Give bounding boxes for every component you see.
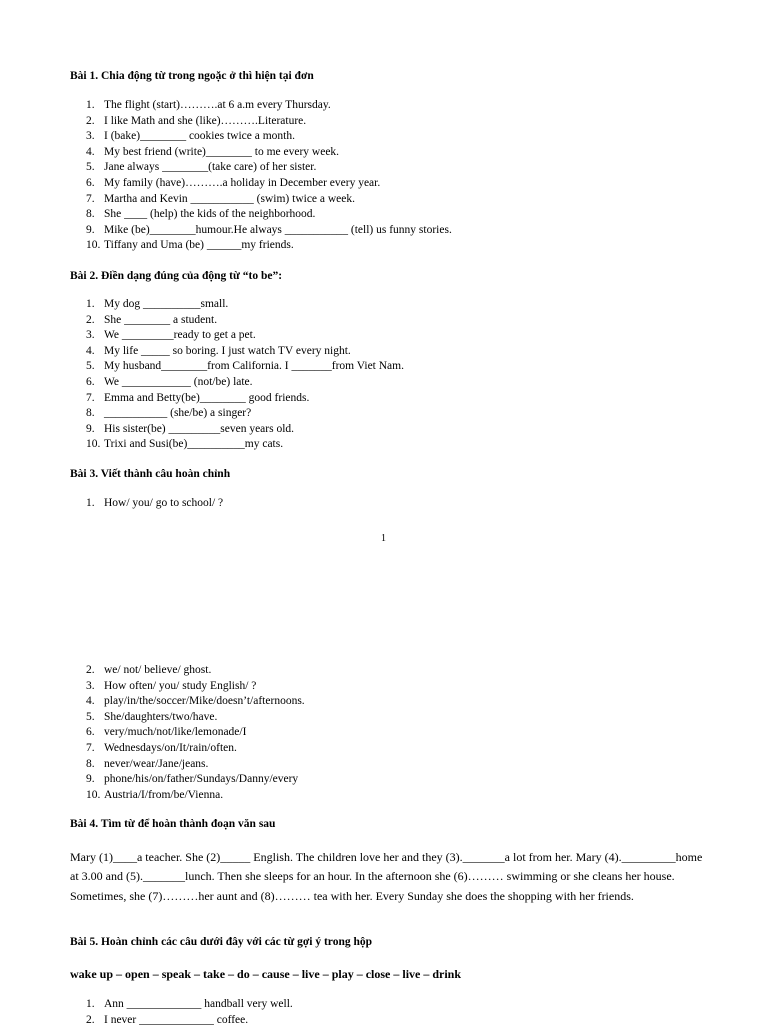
item-text: We ____________ (not/be) late. bbox=[104, 375, 253, 388]
exercise-2-heading: Bài 2. Điền dạng đúng của động từ “to be”: bbox=[70, 270, 283, 282]
item-number: 5. bbox=[86, 710, 95, 723]
exercise-4-paragraph: Mary (1)____a teacher. She (2)_____ English. The children love her and they (3)._______a lot from her. Mary (4)._________home at 3.00 and (5)._______lunch. Then she sleeps for an hour. In the afternoon she (6)……… swimming or she cleans her house. Sometimes, she (7)………her aunt and (8)……… tea with her. Every Sunday she does the shopping with her friends. bbox=[70, 850, 703, 903]
list-item bbox=[70, 757, 305, 773]
list-item bbox=[70, 406, 404, 422]
item-number: 6. bbox=[86, 375, 95, 388]
item-number: 7. bbox=[86, 741, 95, 754]
item-text: Austria/I/from/be/Vienna. bbox=[104, 788, 224, 801]
list-item bbox=[70, 1013, 293, 1028]
list-item bbox=[70, 710, 305, 726]
list-item bbox=[70, 297, 404, 313]
item-text: I like Math and she (like)……….Literature. bbox=[104, 114, 307, 127]
item-text: Emma and Betty(be)________ good friends. bbox=[104, 391, 310, 404]
list-item bbox=[70, 114, 452, 130]
list-item bbox=[70, 176, 452, 192]
item-number: 2. bbox=[86, 664, 95, 676]
item-text: My family (have)……….a holiday in December every year. bbox=[104, 176, 381, 189]
list-item bbox=[70, 788, 305, 804]
item-number: 1. bbox=[86, 298, 95, 310]
item-number: 8. bbox=[86, 757, 95, 770]
item-number: 8. bbox=[86, 208, 95, 221]
list-item bbox=[70, 129, 452, 145]
list-item bbox=[70, 997, 293, 1013]
word-box: wake up – open – speak – take – do – cause – live – play – close – live – drink bbox=[70, 967, 462, 981]
list-item bbox=[70, 223, 452, 239]
item-text: Jane always ________(take care) of her sister. bbox=[104, 161, 317, 174]
list-item bbox=[70, 694, 305, 710]
item-text: We _________ready to get a pet. bbox=[104, 329, 256, 342]
item-text: we/ not/ believe/ ghost. bbox=[104, 664, 212, 676]
page-number: 1 bbox=[381, 533, 386, 544]
item-number: 10. bbox=[86, 788, 101, 801]
list-item bbox=[70, 725, 305, 741]
exercise-1-heading: Bài 1. Chia động từ trong ngoặc ở thì hiện tại đơn bbox=[70, 70, 314, 82]
exercise-5-heading: Bài 5. Hoàn chỉnh các câu dưới đây với các từ gợi ý trong hộp bbox=[70, 936, 373, 948]
list-item bbox=[70, 422, 404, 438]
item-text: My life _____ so boring. I just watch TV every night. bbox=[104, 344, 351, 357]
list-item bbox=[70, 741, 305, 757]
exercise-1-list bbox=[70, 98, 452, 254]
item-text: My dog __________small. bbox=[104, 298, 229, 310]
list-item bbox=[70, 772, 305, 788]
list-item bbox=[70, 207, 452, 223]
list-item bbox=[70, 663, 305, 679]
item-text: never/wear/Jane/jeans. bbox=[104, 757, 209, 770]
item-text: ___________ (she/be) a singer? bbox=[104, 407, 252, 420]
exercise-3-list-page1 bbox=[70, 496, 223, 512]
list-item bbox=[70, 359, 404, 375]
list-item bbox=[70, 375, 404, 391]
item-text: Ann _____________ handball very well. bbox=[104, 998, 293, 1010]
list-item bbox=[70, 328, 404, 344]
item-text: phone/his/on/father/Sundays/Danny/every bbox=[104, 773, 299, 786]
item-number: 4. bbox=[86, 344, 95, 357]
item-text: The flight (start)……….at 6 a.m every Thursday. bbox=[104, 99, 331, 111]
item-text: My best friend (write)________ to me every week. bbox=[104, 145, 340, 158]
item-text: Trixi and Susi(be)__________my cats. bbox=[104, 438, 284, 451]
exercise-5-list bbox=[70, 997, 293, 1028]
item-number: 1. bbox=[86, 998, 95, 1010]
item-number: 3. bbox=[86, 679, 95, 692]
list-item bbox=[70, 437, 404, 453]
item-number: 10. bbox=[86, 239, 101, 252]
item-number: 1. bbox=[86, 99, 95, 111]
item-number: 9. bbox=[86, 773, 95, 786]
item-number: 1. bbox=[86, 497, 95, 509]
item-number: 10. bbox=[86, 438, 101, 451]
item-text: very/much/not/like/lemonade/I bbox=[104, 726, 247, 739]
item-text: How often/ you/ study English/ ? bbox=[104, 679, 257, 692]
item-text: My husband________from California. I _______from Viet Nam. bbox=[104, 360, 404, 373]
list-item bbox=[70, 496, 223, 512]
list-item bbox=[70, 344, 404, 360]
item-text: Martha and Kevin ___________ (swim) twice a week. bbox=[104, 192, 356, 205]
item-text: She/daughters/two/have. bbox=[104, 710, 218, 723]
item-number: 7. bbox=[86, 391, 95, 404]
item-number: 2. bbox=[86, 1013, 95, 1026]
list-item bbox=[70, 679, 305, 695]
list-item bbox=[70, 192, 452, 208]
item-text: I (bake)________ cookies twice a month. bbox=[104, 130, 295, 143]
item-number: 5. bbox=[86, 360, 95, 373]
item-number: 4. bbox=[86, 145, 95, 158]
item-text: His sister(be) _________seven years old. bbox=[104, 422, 295, 435]
exercise-2-list bbox=[70, 297, 404, 453]
item-text: Mike (be)________humour.He always ___________ (tell) us funny stories. bbox=[104, 223, 452, 236]
item-text: Tiffany and Uma (be) ______my friends. bbox=[104, 239, 294, 252]
item-text: play/in/the/soccer/Mike/doesn’t/afternoons. bbox=[104, 695, 305, 708]
item-number: 9. bbox=[86, 223, 95, 236]
item-number: 3. bbox=[86, 130, 95, 143]
item-number: 6. bbox=[86, 726, 95, 739]
item-number: 8. bbox=[86, 407, 95, 420]
exercise-3-heading: Bài 3. Viết thành câu hoàn chỉnh bbox=[70, 468, 231, 480]
item-number: 4. bbox=[86, 695, 95, 708]
item-number: 7. bbox=[86, 192, 95, 205]
exercise-4-heading: Bài 4. Tìm từ để hoàn thành đoạn văn sau bbox=[70, 818, 276, 830]
item-number: 2. bbox=[86, 114, 95, 127]
item-text: Wednesdays/on/It/rain/often. bbox=[104, 741, 237, 754]
item-text: How/ you/ go to school/ ? bbox=[104, 497, 224, 509]
list-item bbox=[70, 98, 452, 114]
item-number: 2. bbox=[86, 313, 95, 326]
list-item bbox=[70, 313, 404, 329]
list-item bbox=[70, 238, 452, 254]
exercise-3-list-page2 bbox=[70, 663, 305, 803]
list-item bbox=[70, 145, 452, 161]
item-text: She ____ (help) the kids of the neighborhood. bbox=[104, 208, 316, 221]
item-text: I never _____________ coffee. bbox=[104, 1013, 249, 1026]
item-number: 5. bbox=[86, 161, 95, 174]
item-number: 9. bbox=[86, 422, 95, 435]
item-number: 6. bbox=[86, 176, 95, 189]
list-item bbox=[70, 160, 452, 176]
item-number: 3. bbox=[86, 329, 95, 342]
list-item bbox=[70, 391, 404, 407]
item-text: She ________ a student. bbox=[104, 313, 218, 326]
